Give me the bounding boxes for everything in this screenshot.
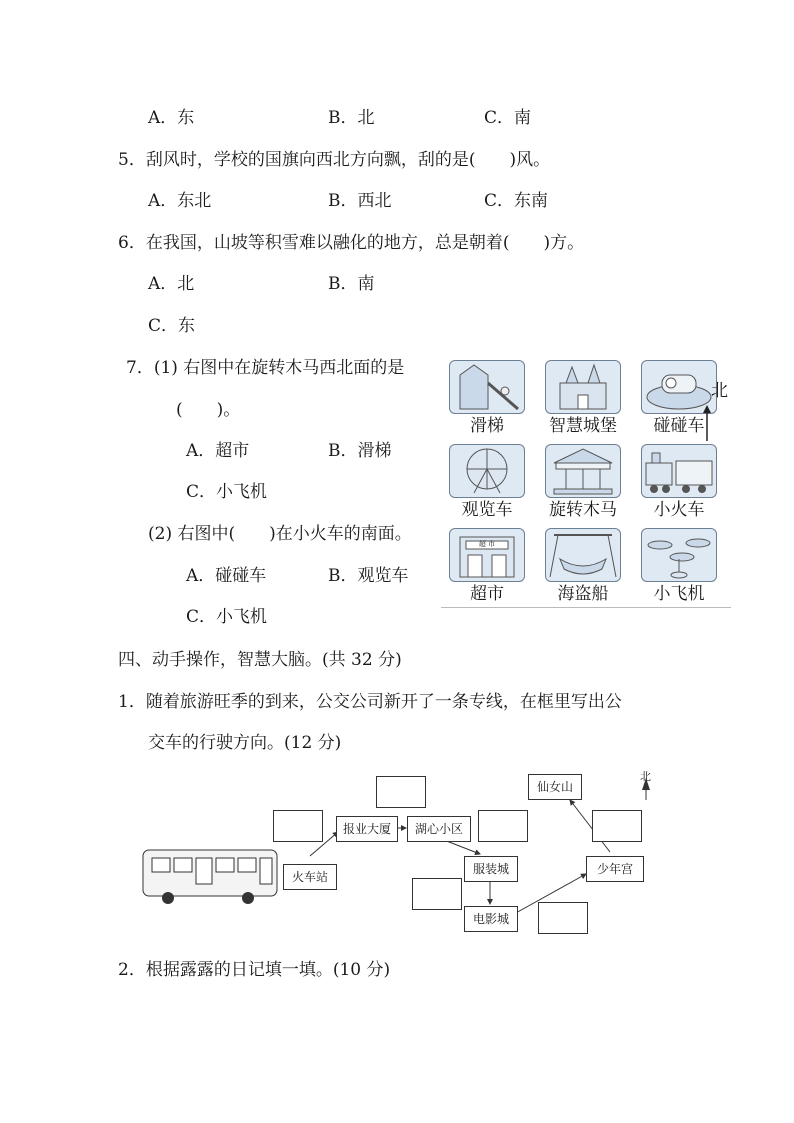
q7-part1-option-a: A．超市 <box>186 441 250 461</box>
direction-box-6[interactable] <box>592 810 642 842</box>
bus-picture <box>143 850 277 904</box>
grid-label: 智慧城堡 <box>549 416 617 436</box>
q1-line2: 交车的行驶方向。(12 分) <box>148 733 342 753</box>
q6-stem: 6．在我国，山坡等积雪难以融化的地方，总是朝着( )方。 <box>118 233 585 253</box>
grid-cell-mini-plane <box>633 528 725 604</box>
q7-part1-option-b: B．滑梯 <box>328 441 392 461</box>
q7-part2-stem: (2) 右图中( )在小火车的南面。 <box>148 524 412 544</box>
train-picture <box>641 444 717 498</box>
q2-text: 2．根据露露的日记填一填。(10 分) <box>118 960 391 980</box>
carousel-picture <box>545 444 621 498</box>
q7-part1-blank: ( )。 <box>176 400 241 420</box>
q6-option-b: B．南 <box>328 274 375 294</box>
ferris-wheel-picture <box>449 444 525 498</box>
amusement-park-grid <box>441 360 731 608</box>
north-indicator <box>711 376 728 443</box>
stop-station: 火车站 <box>283 864 337 890</box>
grid-label: 小飞机 <box>653 584 705 604</box>
q6-option-c: C．东 <box>148 316 196 336</box>
north-arrow-icon <box>701 403 713 443</box>
q5-option-a: A．东北 <box>148 191 212 211</box>
pirate-ship-picture <box>545 528 621 582</box>
q5-option-c: C．东南 <box>484 191 549 211</box>
stop-dianying: 电影城 <box>464 906 518 932</box>
stop-shaonian: 少年宫 <box>586 856 644 882</box>
grid-cell-train <box>633 444 725 520</box>
q4-option-c: C．南 <box>484 108 532 128</box>
direction-box-2[interactable] <box>376 776 426 808</box>
bus-route-map <box>140 768 660 943</box>
q4-option-a: A．东 <box>148 108 195 128</box>
q7-part2-option-b: B．观览车 <box>328 566 409 586</box>
grid-label: 旋转木马 <box>549 500 617 520</box>
map-north-label: 北 <box>640 770 651 783</box>
supermarket-picture <box>449 528 525 582</box>
mini-plane-picture <box>641 528 717 582</box>
q4-option-b: B．北 <box>328 108 375 128</box>
stop-baoye: 报业大厦 <box>336 816 398 842</box>
q7-part1-option-c: C．小飞机 <box>186 482 268 502</box>
grid-cell-supermarket <box>441 528 533 604</box>
direction-box-1[interactable] <box>273 810 323 842</box>
grid-label: 观览车 <box>461 500 513 520</box>
q7-part2-option-c: C．小飞机 <box>186 607 268 627</box>
q1-line1: 1．随着旅游旺季的到来，公交公司新开了一条专线，在框里写出公 <box>118 692 622 712</box>
castle-picture <box>545 360 621 414</box>
grid-label: 超市 <box>470 584 504 604</box>
slide-picture <box>449 360 525 414</box>
q5-stem: 5．刮风时，学校的国旗向西北方向飘，刮的是( )风。 <box>118 150 551 170</box>
north-label: 北 <box>711 381 728 401</box>
grid-cell-castle <box>537 360 629 436</box>
grid-label: 滑梯 <box>470 416 504 436</box>
q5-option-b: B．西北 <box>328 191 392 211</box>
direction-box-3[interactable] <box>478 810 528 842</box>
stop-huxin: 湖心小区 <box>407 816 471 842</box>
grid-cell-ferris-wheel <box>441 444 533 520</box>
grid-label: 碰碰车 <box>653 416 705 436</box>
section4-title: 四、动手操作，智慧大脑。(共 32 分) <box>118 650 402 670</box>
grid-cell-carousel <box>537 444 629 520</box>
direction-box-4[interactable] <box>412 878 462 910</box>
grid-label: 小火车 <box>653 500 705 520</box>
grid-baseline <box>441 607 731 608</box>
stop-xiannv: 仙女山 <box>528 774 582 800</box>
q7-part2-option-a: A．碰碰车 <box>186 566 267 586</box>
q6-option-a: A．北 <box>148 274 195 294</box>
q7-part1-stem: 7．(1) 右图中在旋转木马西北面的是 <box>126 358 405 378</box>
supermarket-sign: 超 市 <box>478 540 496 548</box>
grid-cell-slide <box>441 360 533 436</box>
direction-box-5[interactable] <box>538 902 588 934</box>
stop-fuzhuang: 服装城 <box>464 856 518 882</box>
grid-label: 海盗船 <box>557 584 609 604</box>
grid-cell-pirate-ship <box>537 528 629 604</box>
